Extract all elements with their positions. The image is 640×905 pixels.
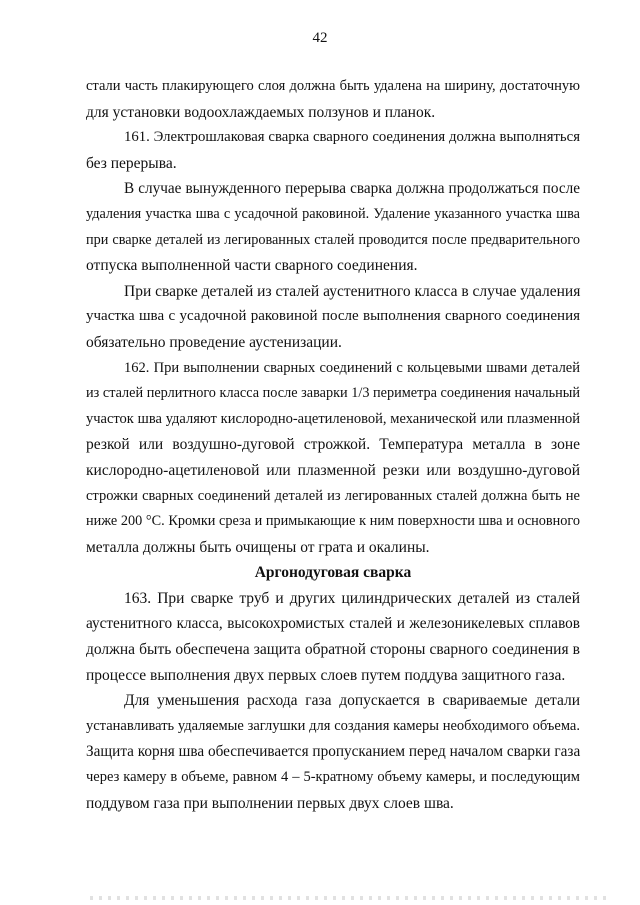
text-line: строжки сварных соединений деталей из легированных сталей должна быть не bbox=[86, 487, 580, 504]
text-line: обязательно проведение аустенизации. bbox=[86, 333, 342, 351]
text-line: При сварке деталей из сталей аустенитного класса в случае удаления bbox=[124, 282, 581, 300]
text-line: Защита корня шва обеспечивается пропусканием перед началом сварки газа bbox=[86, 743, 581, 761]
text-line: при сварке деталей из легированных сталей проводится после предварительного bbox=[86, 231, 580, 248]
text-line: резкой или воздушно-дуговой строжкой. Температура металла в зоне bbox=[86, 436, 580, 454]
text-line: В случае вынужденного перерыва сварка должна продолжаться после bbox=[124, 180, 580, 198]
text-line: ниже 200 °С. Кромки среза и примыкающие к ним поверхности шва и основного bbox=[86, 513, 580, 530]
text-line: металла должны быть очищены от грата и окалины. bbox=[86, 538, 430, 556]
document-body bbox=[86, 74, 580, 816]
text-line: поддувом газа при выполнении первых двух слоев шва. bbox=[86, 794, 454, 812]
text-line: устанавливать удаляемые заглушки для создания камеры необходимого объема. bbox=[86, 717, 580, 734]
text-line: аустенитного класса, высокохромистых сталей и железоникелевых сплавов bbox=[86, 615, 580, 633]
text-line: должна быть обеспечена защита обратной стороны сварного соединения в bbox=[86, 641, 580, 659]
text-line: для установки водоохлаждаемых ползунов и планок. bbox=[86, 103, 436, 121]
text-line: из сталей перлитного класса после заварки 1/3 периметра соединения начальный bbox=[86, 385, 580, 402]
text-line: Для уменьшения расхода газа допускается в свариваемые детали bbox=[124, 692, 580, 710]
text-line: через камеру в объеме, равном 4 – 5-кратному объему камеры, и последующим bbox=[86, 769, 580, 786]
text-line: участка шва с усадочной раковиной после выполнения сварного соединения bbox=[86, 308, 580, 325]
text-line: 162. При выполнении сварных соединений с кольцевыми швами деталей bbox=[124, 359, 580, 376]
text-line: кислородно-ацетиленовой или плазменной резки или воздушно-дуговой bbox=[86, 461, 580, 479]
section-heading: Аргонодуговая сварка bbox=[254, 564, 412, 582]
text-line: 161. Электрошлаковая сварка сварного соединения должна выполняться bbox=[124, 129, 580, 146]
scan-artifact bbox=[90, 896, 610, 900]
text-line: без перерыва. bbox=[86, 154, 177, 172]
page-number: 42 bbox=[312, 30, 328, 46]
text-line: процессе выполнения двух первых слоев путем поддува защитного газа. bbox=[86, 666, 566, 684]
text-line: удаления участка шва с усадочной раковиной. Удаление указанного участка шва bbox=[86, 205, 580, 222]
text-line: отпуска выполненной части сварного соединения. bbox=[86, 257, 418, 275]
text-line: участок шва удаляют кислородно-ацетиленовой, механической или плазменной bbox=[86, 410, 580, 427]
text-line: 163. При сварке труб и других цилиндрических деталей из сталей bbox=[124, 589, 580, 607]
text-line: стали часть плакирующего слоя должна быть удалена на ширину, достаточную bbox=[86, 78, 580, 94]
